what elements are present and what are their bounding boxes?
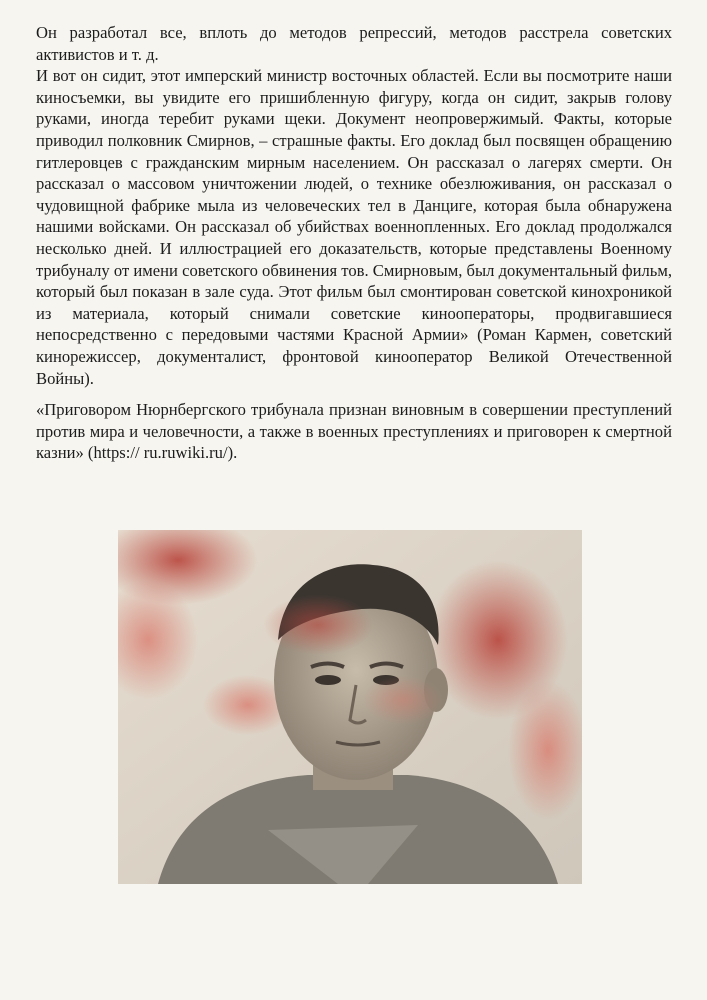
portrait-photo [118,530,582,884]
paragraph-2: И вот он сидит, этот имперский министр восточных областей. Если вы посмотрите наши киносъемки, вы увидите его пришибленную фигуру, когда он сидит, закрыв голову руками, иногда теребит руками щеки. Документ неопровержимый. Факты, которые приводил полковник Смирнов, – страшные факты. Его доклад был посвящен обращению гитлеровцев с гражданским мирным населением. Он рассказал о лагерях смерти. Он рассказал о массовом уничтожении людей, о технике обезлюживания, он рассказал о чудовищной фабрике мыла из человеческих тел в Данциге, которая была обнаружена нашими войсками. Он рассказал об убийствах военнопленных. Его доклад продолжался несколько дней. И иллюстрацией его доказательств, которые представлены Военному трибуналу от имени советского обвинения тов. Смирновым, был документальный фильм, который был показан в зале суда. Этот фильм был смонтирован советской кинохроникой из материала, который снимали советские кинооператоры, продвигавшиеся непосредственно с передовыми частями Красной Армии» (Роман Кармен, советский кинорежиссер, документалист, фронтовой кинооператор Великой Отечественной Войны). [36,66,672,388]
paragraph-3-quote: «Приговором Нюрнбергского трибунала признан виновным в совершении преступлений против мира и человечности, а также в военных преступлениях и приговорен к смертной казни» (https:// ru.ruwiki.ru/). [36,400,672,463]
portrait-image [118,530,582,884]
paragraph-1: Он разработал все, вплоть до методов репрессий, методов расстрела советских активистов и т. д. [36,23,672,64]
document-body [36,22,672,464]
